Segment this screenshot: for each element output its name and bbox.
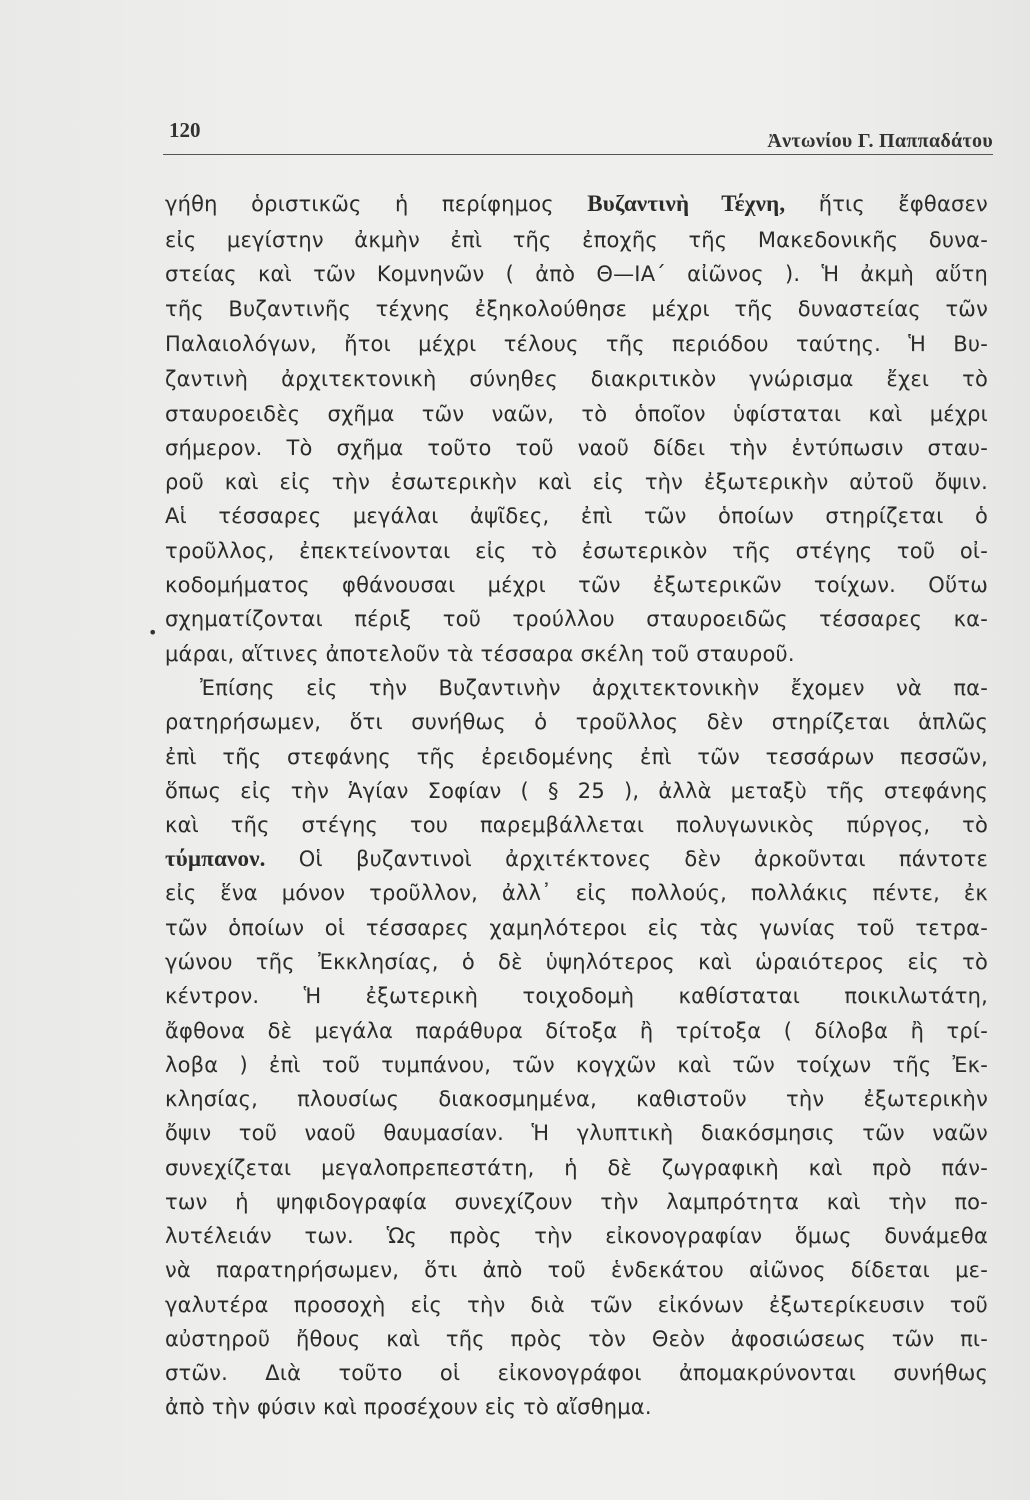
text-line: τῶν ὁποίων οἱ τέσσαρες χαμηλότεροι εἰς τὰς γωνίας τοῦ τετρα-	[165, 916, 988, 940]
text-line: κλησίας, πλουσίως διακοσμημένα, καθιστοῦν τὴν ἐξωτερικὴν	[165, 1087, 988, 1111]
text-line: συνεχίζεται μεγαλοπρεπεστάτη, ἡ δὲ ζωγραφικὴ καὶ πρὸ πάν-	[165, 1156, 988, 1180]
text-line: στῶν. Διὰ τοῦτο οἱ εἰκονογράφοι ἀπομακρύνονται συνήθως	[165, 1361, 988, 1385]
text-line: τῆς Βυζαντινῆς τέχνης ἐξηκολούθησε μέχρι τῆς δυναστείας τῶν	[165, 297, 988, 321]
text-line: ρατηρήσωμεν, ὅτι συνήθως ὁ τροῦλλος δὲν στηρίζεται ἁπλῶς	[165, 710, 988, 734]
text-line: σήμερον. Τὸ σχῆμα τοῦτο τοῦ ναοῦ δίδει τὴν ἐντύπωσιν σταυ-	[165, 436, 988, 460]
text-line: ἐπὶ τῆς στεφάνης τῆς ἐρειδομένης ἐπὶ τῶν τεσσάρων πεσσῶν,	[165, 745, 988, 769]
text-line: λυτέλειάν των. Ὡς πρὸς τὴν εἰκονογραφίαν ὅμως δυνάμεθα	[165, 1224, 988, 1248]
text-line: γαλυτέρα προσοχὴ εἰς τὴν διὰ τῶν εἰκόνων ἐξωτερίκευσιν τοῦ	[165, 1293, 988, 1317]
text-line: τροῦλλος, ἐπεκτείνονται εἰς τὸ ἐσωτερικὸν τῆς στέγης τοῦ οἰ-	[165, 539, 988, 563]
text-line: ἀπὸ τὴν φύσιν καὶ προσέχουν εἰς τὸ αἴσθημα.	[165, 1395, 652, 1419]
text-line: κοδομήματος φθάνουσαι μέχρι τῶν ἐξωτερικῶν τοίχων. Οὕτω	[165, 573, 988, 597]
text-line: λοβα ) ἐπὶ τοῦ τυμπάνου, τῶν κογχῶν καὶ τῶν τοίχων τῆς Ἐκ-	[165, 1053, 988, 1077]
text-line: καὶ τῆς στέγης του παρεμβάλλεται πολυγωνικὸς πύργος, τὸ	[165, 813, 988, 837]
text-line: κέντρον. Ἡ ἐξωτερικὴ τοιχοδομὴ καθίσταται ποικιλωτάτη,	[165, 984, 988, 1008]
text-line: ροῦ καὶ εἰς τὴν ἐσωτερικὴν καὶ εἰς τὴν ἐξωτερικὴν αὐτοῦ ὄψιν.	[165, 470, 988, 494]
text-line: αὐστηροῦ ἤθους καὶ τῆς πρὸς τὸν Θεὸν ἀφοσιώσεως τῶν πι-	[165, 1327, 988, 1351]
text-line: εἰς ἕνα μόνον τροῦλλον, ἀλλ᾽ εἰς πολλούς, πολλάκις πέντε, ἐκ	[165, 881, 988, 905]
running-head: Ἀντωνίου Γ. Παππαδάτου	[767, 130, 993, 152]
text-line: σταυροειδὲς σχῆμα τῶν ναῶν, τὸ ὁποῖον ὑφίσταται καὶ μέχρι	[165, 402, 988, 426]
text-line: ἄφθονα δὲ μεγάλα παράθυρα δίτοξα ἢ τρίτοξα ( δίλοβα ἢ τρί-	[165, 1019, 988, 1043]
text-line: ὅπως εἰς τὴν Ἁγίαν Σοφίαν ( § 25 ), ἀλλὰ μεταξὺ τῆς στεφάνης	[165, 779, 988, 803]
text-line: Παλαιολόγων, ἤτοι μέχρι τέλους τῆς περιόδου ταύτης. Ἡ Βυ-	[165, 332, 988, 356]
text-line: ὄψιν τοῦ ναοῦ θαυμασίαν. Ἡ γλυπτικὴ διακόσμησις τῶν ναῶν	[165, 1121, 988, 1145]
text-line: Αἱ τέσσαρες μεγάλαι ἀψῖδες, ἐπὶ τῶν ὁποίων στηρίζεται ὁ	[165, 504, 988, 528]
text-line: γώνου τῆς Ἐκκλησίας, ὁ δὲ ὑψηλότερος καὶ ὡραιότερος εἰς τὸ	[165, 950, 988, 974]
text-line: μάραι, αἵτινες ἀποτελοῦν τὰ τέσσαρα σκέλη τοῦ σταυροῦ.	[165, 642, 795, 666]
text-line: ζαντινὴ ἀρχιτεκτονικὴ σύνηθες διακριτικὸν γνώρισμα ἔχει τὸ	[165, 367, 988, 391]
text-line: των ἡ ψηφιδογραφία συνεχίζουν τὴν λαμπρότητα καὶ τὴν πο-	[165, 1190, 988, 1214]
bold-word: τύμπανον.	[165, 846, 266, 871]
bold-phrase: Βυζαντινὴ Τέχνη,	[587, 191, 786, 216]
page-number: 120	[169, 118, 201, 142]
text-line: εἰς μεγίστην ἀκμὴν ἐπὶ τῆς ἐποχῆς τῆς Μακεδονικῆς δυνα-	[165, 228, 988, 252]
text-line: τύμπανον. Οἱ βυζαντινοὶ ἀρχιτέκτονες δὲν ἀρκοῦνται πάντοτε	[165, 846, 988, 871]
text-line: Ἐπίσης εἰς τὴν Βυζαντινὴν ἀρχιτεκτονικὴν ἔχομεν νὰ πα-	[200, 676, 988, 700]
text-line: στείας καὶ τῶν Κομνηνῶν ( ἀπὸ Θ—ΙΑ΄ αἰῶνος ). Ἡ ἀκμὴ αὕτη	[165, 262, 988, 286]
text-line: νὰ παρατηρήσωμεν, ὅτι ἀπὸ τοῦ ἑνδεκάτου αἰῶνος δίδεται με-	[165, 1258, 988, 1282]
text-line: σχηματίζονται πέριξ τοῦ τρούλλου σταυροειδῶς τέσσαρες κα-	[165, 607, 988, 631]
margin-mark: •	[148, 623, 158, 642]
text-line: γήθη ὁριστικῶς ἡ περίφημος Βυζαντινὴ Τέχνη, ἥτις ἔφθασεν	[165, 191, 988, 216]
